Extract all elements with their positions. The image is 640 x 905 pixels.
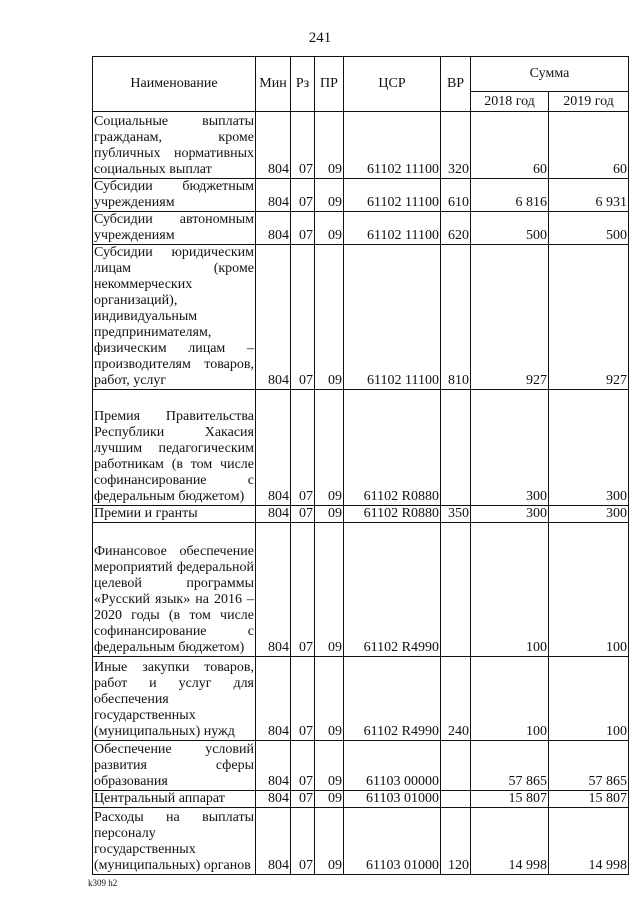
row-rz: 07	[291, 112, 315, 179]
row-csr: 61103 01000	[344, 791, 441, 808]
row-name: Иные закупки товаров, работ и услуг для обеспечения государственных (муниципальных) нужд	[93, 657, 256, 741]
row-csr: 61102 R4990	[344, 657, 441, 741]
row-rz: 07	[291, 657, 315, 741]
header-csr: ЦСР	[344, 57, 441, 112]
row-pr: 09	[315, 506, 344, 523]
table-row	[93, 112, 629, 179]
row-2018: 57 865	[471, 741, 549, 791]
row-csr: 61102 11100	[344, 245, 441, 390]
page-number: 241	[308, 30, 332, 46]
row-2018: 500	[471, 212, 549, 245]
header-name: Наименование	[93, 57, 256, 112]
row-min: 804	[256, 179, 291, 212]
row-2019: 15 807	[549, 791, 629, 808]
header-sum: Сумма	[471, 57, 629, 92]
row-pr: 09	[315, 741, 344, 791]
row-2019: 14 998	[549, 808, 629, 875]
header-2019: 2019 год	[549, 92, 629, 112]
row-pr: 09	[315, 808, 344, 875]
row-rz: 07	[291, 523, 315, 657]
row-csr: 61102 11100	[344, 212, 441, 245]
row-min: 804	[256, 657, 291, 741]
table-row	[93, 791, 629, 808]
table-row	[93, 245, 629, 390]
row-csr: 61102 11100	[344, 179, 441, 212]
row-pr: 09	[315, 523, 344, 657]
row-2019: 300	[549, 506, 629, 523]
header-min: Мин	[256, 57, 291, 112]
row-name: Центральный аппарат	[93, 791, 256, 808]
table-row	[93, 179, 629, 212]
row-vr	[441, 390, 471, 506]
row-csr: 61102 R4990	[344, 523, 441, 657]
row-min: 804	[256, 741, 291, 791]
row-rz: 07	[291, 791, 315, 808]
row-min: 804	[256, 791, 291, 808]
budget-table	[92, 56, 629, 875]
row-vr: 320	[441, 112, 471, 179]
row-min: 804	[256, 112, 291, 179]
row-2018: 14 998	[471, 808, 549, 875]
row-pr: 09	[315, 245, 344, 390]
row-rz: 07	[291, 245, 315, 390]
header-2018: 2018 год	[471, 92, 549, 112]
row-2019: 927	[549, 245, 629, 390]
row-name: Социальные выплаты гражданам, кроме публичных нормативных социальных выплат	[93, 112, 256, 179]
row-name: Субсидии бюджетным учреждениям	[94, 179, 254, 210]
row-csr: 61102 R0880	[344, 390, 441, 506]
row-vr: 610	[441, 179, 471, 212]
row-2019: 57 865	[549, 741, 629, 791]
row-2018: 300	[471, 390, 549, 506]
row-2018: 100	[471, 523, 549, 657]
footer-code: k309 h2	[88, 878, 118, 888]
row-vr: 240	[441, 657, 471, 741]
row-pr: 09	[315, 657, 344, 741]
table-row	[93, 657, 629, 741]
row-name: Премии и гранты	[93, 506, 256, 523]
row-rz: 07	[291, 808, 315, 875]
row-min: 804	[256, 506, 291, 523]
table-row	[93, 808, 629, 875]
row-2018: 100	[471, 657, 549, 741]
row-min: 804	[256, 245, 291, 390]
row-min: 804	[256, 523, 291, 657]
row-vr	[441, 523, 471, 657]
row-vr	[441, 741, 471, 791]
row-pr: 09	[315, 390, 344, 506]
table-row	[93, 506, 629, 523]
row-2019: 60	[549, 112, 629, 179]
row-vr: 350	[441, 506, 471, 523]
row-rz: 07	[291, 179, 315, 212]
row-vr: 620	[441, 212, 471, 245]
row-csr: 61102 11100	[344, 112, 441, 179]
table-row	[93, 212, 629, 245]
row-2018: 15 807	[471, 791, 549, 808]
row-name: Субсидии юридическим лицам (кроме некоммерческих организаций), индивидуальным предпринимателям, физическим лицам – производителям товаров, работ, услуг	[94, 245, 254, 388]
row-rz: 07	[291, 212, 315, 245]
row-pr: 09	[315, 112, 344, 179]
row-csr: 61102 R0880	[344, 506, 441, 523]
row-vr: 120	[441, 808, 471, 875]
row-2019: 300	[549, 390, 629, 506]
row-name: Финансовое обеспечение мероприятий федеральной целевой программы «Русский язык» на 2016 – 2020 годы (в том числе софинансирование с федеральным бюджетом)	[93, 523, 256, 657]
row-2018: 60	[471, 112, 549, 179]
header-vr: ВР	[441, 57, 471, 112]
row-2018: 6 816	[471, 179, 549, 212]
row-name: Расходы на выплаты персоналу государственных (муниципальных) органов	[93, 808, 256, 875]
row-2019: 6 931	[549, 179, 629, 212]
row-rz: 07	[291, 390, 315, 506]
row-rz: 07	[291, 741, 315, 791]
row-2018: 927	[471, 245, 549, 390]
header-pr: ПР	[315, 57, 344, 112]
row-2019: 100	[549, 657, 629, 741]
row-2019: 100	[549, 523, 629, 657]
row-rz: 07	[291, 506, 315, 523]
row-min: 804	[256, 212, 291, 245]
row-pr: 09	[315, 212, 344, 245]
row-pr: 09	[315, 179, 344, 212]
row-2019: 500	[549, 212, 629, 245]
row-name: Премия Правительства Республики Хакасия лучшим педагогическим работникам (в том числе софинансирование с федеральным бюджетом)	[93, 390, 256, 506]
row-2018: 300	[471, 506, 549, 523]
header-rz: Рз	[291, 57, 315, 112]
row-csr: 61103 01000	[344, 808, 441, 875]
row-vr: 810	[441, 245, 471, 390]
table-row	[93, 741, 629, 791]
row-pr: 09	[315, 791, 344, 808]
table-row	[93, 390, 629, 506]
row-csr: 61103 00000	[344, 741, 441, 791]
row-name: Обеспечение условий развития сферы образования	[94, 742, 254, 789]
row-min: 804	[256, 390, 291, 506]
table-row	[93, 523, 629, 657]
row-min: 804	[256, 808, 291, 875]
row-name: Субсидии автономным учреждениям	[94, 212, 254, 243]
row-vr	[441, 791, 471, 808]
